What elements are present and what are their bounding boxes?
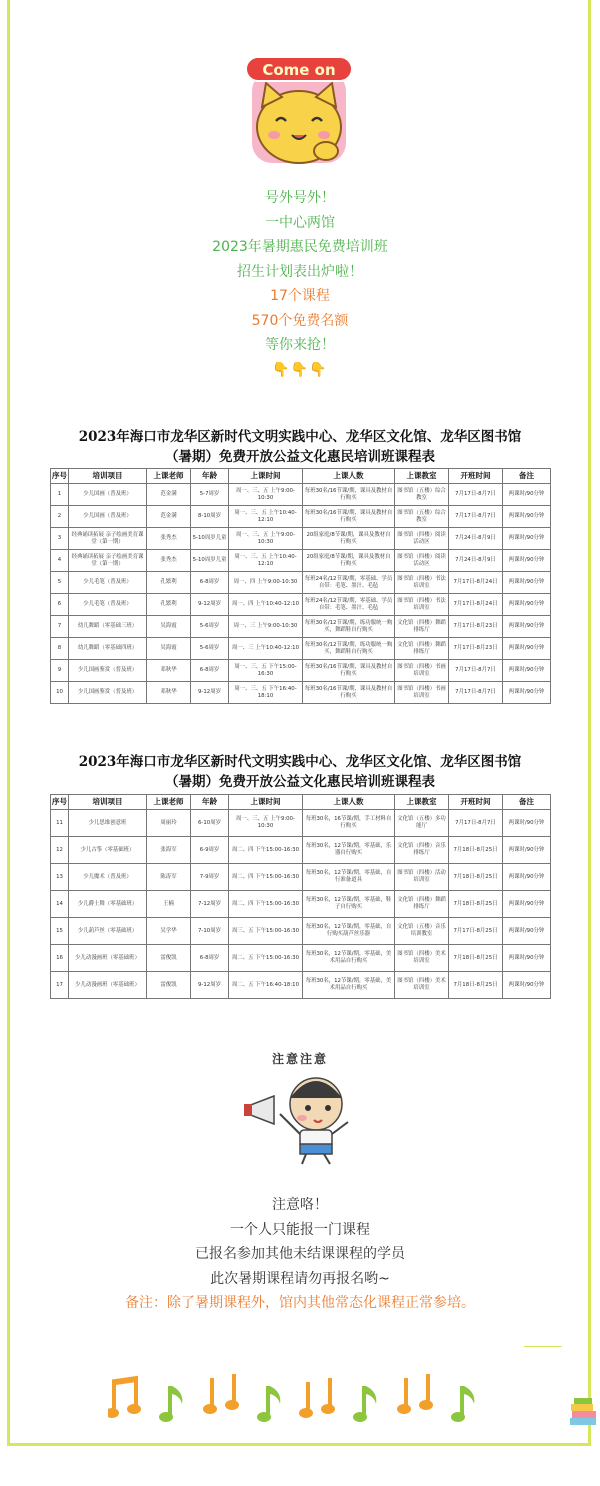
table-cell: 周一、三、五 上午10:40-12:10 (229, 550, 303, 572)
megaphone-boy-icon (244, 1066, 364, 1166)
come-on-text: Come on (262, 61, 336, 79)
table-cell: 每班30名，12节课/期，零基础，自行准备道具 (303, 864, 395, 891)
table-cell: 少儿古筝（零基础班） (69, 837, 147, 864)
table-cell: 7-12周岁 (191, 891, 229, 918)
table-cell: 图书馆（四楼）活动培训室 (395, 864, 449, 891)
notice-line3: 已报名参加其他未结课课程的学员 (195, 1246, 405, 1262)
pointing-down-icons: 👇👇👇 (272, 361, 328, 378)
table-cell: 少儿动漫画班（零基础班） (69, 972, 147, 999)
table-cell: 6-10周岁 (191, 810, 229, 837)
table-cell: 5-7周岁 (191, 484, 229, 506)
table-cell: 20组家庭/8节课/期，课具及教材自行购买 (303, 550, 395, 572)
course-table-1 (50, 468, 551, 704)
table-cell: 文化馆（四楼）舞蹈排练厅 (395, 616, 449, 638)
table-cell: 9 (51, 660, 69, 682)
table-cell: 周二、五 下午16:40-18:10 (229, 972, 303, 999)
table-cell: 15 (51, 918, 69, 945)
table-cell: 7月17日-8月7日 (449, 810, 503, 837)
table-cell: 7月18日-8月25日 (449, 864, 503, 891)
table-cell: 7月17日-8月23日 (449, 616, 503, 638)
table-row (51, 660, 551, 682)
table-cell: 两课时/90分钟 (503, 484, 551, 506)
table-cell: 两课时/90分钟 (503, 594, 551, 616)
table-cell: 周一、三 上午10:40-12:10 (229, 638, 303, 660)
table1-title (30, 427, 570, 467)
column-header: 序号 (51, 469, 69, 484)
table-cell: 两课时/90分钟 (503, 891, 551, 918)
table-cell: 范金满 (147, 484, 191, 506)
table-row (51, 972, 551, 999)
table-cell: 7月17日-8月7日 (449, 506, 503, 528)
column-header: 开班时间 (449, 469, 503, 484)
table-row (51, 484, 551, 506)
table-cell: 9-12周岁 (191, 594, 229, 616)
table-row (51, 837, 551, 864)
table-cell: 少儿国画（普及班） (69, 506, 147, 528)
table-cell: 7月24日-8月9日 (449, 528, 503, 550)
column-header: 备注 (503, 795, 551, 810)
table-cell: 周一、三、五 上午9:00-10:30 (229, 810, 303, 837)
table-cell: 2 (51, 506, 69, 528)
table-cell: 图书馆（五楼）综合教室 (395, 506, 449, 528)
table-cell: 吴学华 (147, 918, 191, 945)
table-cell: 7月17日-8月23日 (449, 638, 503, 660)
table-cell: 周丽玲 (147, 810, 191, 837)
table-cell: 图书馆（四楼）书法培训室 (395, 572, 449, 594)
table-cell: 文化馆（四楼）音乐排练厅 (395, 837, 449, 864)
table-cell: 6-9周岁 (191, 837, 229, 864)
music-note-icon (159, 1386, 182, 1422)
music-note-icon (108, 1376, 141, 1418)
column-header: 备注 (503, 469, 551, 484)
table-cell: 周一、四 上午9:00-10:30 (229, 572, 303, 594)
table-cell: 王楠 (147, 891, 191, 918)
table-cell: 7-9周岁 (191, 864, 229, 891)
announce-line: 号外号外！ (265, 190, 335, 206)
table-cell: 孔繁利 (147, 572, 191, 594)
table-cell: 幼儿舞蹈（零基础三班） (69, 616, 147, 638)
table-cell: 6-8周岁 (191, 572, 229, 594)
table-cell: 每班30名/16节课/期，课具及教材自行购买 (303, 484, 395, 506)
table-cell: 图书馆（四楼）阅读活动区 (395, 528, 449, 550)
table-cell: 少儿爵士舞（零基础班） (69, 891, 147, 918)
table-cell: 7-10周岁 (191, 918, 229, 945)
table-cell: 7 (51, 616, 69, 638)
table-cell: 两课时/90分钟 (503, 572, 551, 594)
table-cell: 每班24名/12节课/期，零基础、学员自带：毛笔、墨汁、毛毡 (303, 594, 395, 616)
table-cell: 周一、三、五 下午15:00-16:30 (229, 660, 303, 682)
table-cell: 少儿葫芦丝（零基础班） (69, 918, 147, 945)
table1-title-line1: 2023年海口市龙华区新时代文明实践中心、龙华区文化馆、龙华区图书馆 (78, 429, 522, 445)
table-cell: 两课时/90分钟 (503, 660, 551, 682)
table-cell: 周二、四 下午15:00-16:30 (229, 837, 303, 864)
column-header: 上课老师 (147, 795, 191, 810)
table-cell: 两课时/90分钟 (503, 550, 551, 572)
course-table-2 (50, 794, 551, 999)
table-cell: 文化馆（五楼）音乐培训教室 (395, 918, 449, 945)
table-cell: 图书馆（四楼）书画培训室 (395, 682, 449, 704)
column-header: 培训项目 (69, 469, 147, 484)
table-cell: 少儿毛笔（普及班） (69, 594, 147, 616)
table-cell: 孔繁利 (147, 594, 191, 616)
table-cell: 每班30名，12节课/期，零基础，自行购买葫芦丝乐器 (303, 918, 395, 945)
column-header: 上课教室 (395, 795, 449, 810)
table-cell: 文化馆（五楼）多功能厅 (395, 810, 449, 837)
table-cell: 文化馆（四楼）舞蹈排练厅 (395, 638, 449, 660)
table-cell: 经典诵读拓展 亲子绘画美育课堂（第一期） (69, 528, 147, 550)
table-cell: 每班30名/12节课/期，练功服统一购买，舞蹈鞋自行购买 (303, 638, 395, 660)
table-cell: 每班30名/16节课/期，课具及教材自行购买 (303, 682, 395, 704)
table-cell: 两课时/90分钟 (503, 972, 551, 999)
table-row (51, 616, 551, 638)
table-cell: 两课时/90分钟 (503, 528, 551, 550)
table-row (51, 864, 551, 891)
column-header: 上课老师 (147, 469, 191, 484)
table-cell: 每班30名，12节课/期，零基础，乐器自行购买 (303, 837, 395, 864)
notice-remark: 备注：除了暑期课程外，馆内其他常态化课程正常参培。 (125, 1295, 475, 1311)
table-cell: 周一、三、五 下午16:40-18:10 (229, 682, 303, 704)
table-row (51, 506, 551, 528)
announce-line-quota: 570个免费名额 (251, 312, 349, 329)
table-cell: 周二、四 下午15:00-16:30 (229, 891, 303, 918)
table-cell: 周一、三、五 上午10:40-12:10 (229, 506, 303, 528)
divider-line (524, 1346, 562, 1347)
table-cell: 17 (51, 972, 69, 999)
table-cell: 周三、五 下午15:00-16:30 (229, 918, 303, 945)
table-row (51, 594, 551, 616)
music-note-icon (257, 1386, 280, 1422)
table-cell: 5 (51, 572, 69, 594)
table-cell: 邓秋华 (147, 660, 191, 682)
come-on-cat-sticker (244, 55, 354, 167)
table-row (51, 682, 551, 704)
table-cell: 两课时/90分钟 (503, 945, 551, 972)
table-cell: 5-6周岁 (191, 638, 229, 660)
table-cell: 1 (51, 484, 69, 506)
table-cell: 两课时/90分钟 (503, 638, 551, 660)
table-cell: 雷俊凯 (147, 972, 191, 999)
table-cell: 图书馆（四楼）书法培训室 (395, 594, 449, 616)
table-cell: 9-12周岁 (191, 682, 229, 704)
table-row (51, 918, 551, 945)
table-cell: 每班30名，12节课/期，零基础，美术用品自行购买 (303, 972, 395, 999)
table-cell: 7月18日-8月25日 (449, 945, 503, 972)
table-cell: 7月17日-8月25日 (449, 918, 503, 945)
table-cell: 周一、四 上午10:40-12:10 (229, 594, 303, 616)
announce-line: 招生计划表出炉啦！ (237, 263, 363, 280)
column-header: 上课人数 (303, 469, 395, 484)
music-note-icon (299, 1368, 335, 1418)
table-cell: 少儿思维创意班 (69, 810, 147, 837)
announce-line: 一中心两馆 (265, 214, 335, 231)
table-row (51, 638, 551, 660)
table-cell: 少儿魔术（普及班） (69, 864, 147, 891)
table-cell: 两课时/90分钟 (503, 810, 551, 837)
notice-line4: 此次暑期课程请勿再报名哟~ (210, 1270, 390, 1287)
table-cell: 文化馆（四楼）舞蹈排练厅 (395, 891, 449, 918)
table-cell: 图书馆（四楼）美术培训室 (395, 945, 449, 972)
books-icon (568, 1396, 598, 1428)
notice-line1: 注意咯！ (272, 1197, 328, 1213)
table-cell: 7月17日-8月24日 (449, 572, 503, 594)
table2-title-line1: 2023年海口市龙华区新时代文明实践中心、龙华区文化馆、龙华区图书馆 (78, 754, 522, 770)
notice-heading: 注意注意 (271, 1052, 328, 1066)
table-cell: 8 (51, 638, 69, 660)
table-cell: 5-6周岁 (191, 616, 229, 638)
table-cell: 邓秋华 (147, 682, 191, 704)
table-row (51, 810, 551, 837)
table1-title-line2: （暑期）免费开放公益文化惠民培训班课程表 (165, 449, 435, 465)
table-cell: 6 (51, 594, 69, 616)
table-cell: 每班30名/12节课/期，练功服统一购买，舞蹈鞋自行购买 (303, 616, 395, 638)
table-cell: 周一、三、五 上午9:00-10:30 (229, 528, 303, 550)
table-cell: 两课时/90分钟 (503, 616, 551, 638)
table-cell: 8-10周岁 (191, 506, 229, 528)
announce-line-end: 等你来抢！ (265, 337, 335, 353)
table-cell: 每班30名/16节课/期，课具及教材自行购买 (303, 506, 395, 528)
table-cell: 7月17日-8月7日 (449, 484, 503, 506)
table-cell: 7月17日-8月24日 (449, 594, 503, 616)
table-cell: 9-12周岁 (191, 972, 229, 999)
table-cell: 陈涛军 (147, 864, 191, 891)
table-cell: 少儿国画鉴赏（普及班） (69, 682, 147, 704)
table-cell: 7月24日-8月9日 (449, 550, 503, 572)
table-cell: 3 (51, 528, 69, 550)
table-cell: 周二、五 下午15:00-16:30 (229, 945, 303, 972)
table-cell: 5-10周岁儿童 (191, 550, 229, 572)
table-row (51, 945, 551, 972)
table-cell: 每班30名，12节课/期，零基础，鞋子自行购买 (303, 891, 395, 918)
music-note-icon (451, 1386, 474, 1422)
table2-title-line2: （暑期）免费开放公益文化惠民培训班课程表 (165, 774, 435, 790)
column-header: 上课教室 (395, 469, 449, 484)
table-cell: 图书馆（四楼）美术培训室 (395, 972, 449, 999)
table-cell: 少儿国画（普及班） (69, 484, 147, 506)
table-cell: 6-8周岁 (191, 945, 229, 972)
column-header: 年龄 (191, 795, 229, 810)
table-cell: 12 (51, 837, 69, 864)
table-cell: 张秀杰 (147, 550, 191, 572)
music-notes-decoration (108, 1368, 498, 1428)
table-cell: 7月17日-8月7日 (449, 660, 503, 682)
table-cell: 周二、四 下午15:00-16:30 (229, 864, 303, 891)
table-cell: 雷俊凯 (147, 945, 191, 972)
table-cell: 每班30名/16节课/期，课具及教材自行购买 (303, 660, 395, 682)
table-cell: 经典诵读拓展 亲子绘画美育课堂（第一期） (69, 550, 147, 572)
table-cell: 少儿国画鉴赏（普及班） (69, 660, 147, 682)
table-cell: 6-8周岁 (191, 660, 229, 682)
table-cell: 11 (51, 810, 69, 837)
column-header: 年龄 (191, 469, 229, 484)
table-cell: 周一、三、五 上午9:00-10:30 (229, 484, 303, 506)
table-cell: 周一、三 上午9:00-10:30 (229, 616, 303, 638)
table-cell: 两课时/90分钟 (503, 682, 551, 704)
table-cell: 两课时/90分钟 (503, 918, 551, 945)
music-note-icon (397, 1368, 433, 1414)
column-header: 上课人数 (303, 795, 395, 810)
table-cell: 7月18日-8月25日 (449, 837, 503, 864)
table-header-row (51, 469, 551, 484)
table-cell: 幼儿舞蹈（零基础四班） (69, 638, 147, 660)
table-cell: 每班30名，16节课/期，手工材料自行购买 (303, 810, 395, 837)
announce-line-courses: 17个课程 (270, 288, 330, 304)
table2-title (30, 752, 570, 792)
column-header: 上课时间 (229, 469, 303, 484)
table-cell: 4 (51, 550, 69, 572)
column-header: 开班时间 (449, 795, 503, 810)
table-header-row (51, 795, 551, 810)
table-cell: 图书馆（五楼）综合教室 (395, 484, 449, 506)
table-cell: 16 (51, 945, 69, 972)
notice-text (0, 1193, 600, 1316)
music-note-icon (203, 1368, 239, 1414)
table-cell: 两课时/90分钟 (503, 506, 551, 528)
table-row (51, 572, 551, 594)
music-note-icon (353, 1386, 376, 1422)
table-row (51, 891, 551, 918)
table-row (51, 550, 551, 572)
table-cell: 张海军 (147, 837, 191, 864)
table-cell: 14 (51, 891, 69, 918)
column-header: 序号 (51, 795, 69, 810)
table-cell: 少儿毛笔（普及班） (69, 572, 147, 594)
table-cell: 吴海霞 (147, 638, 191, 660)
table-cell: 每班24名/12节课/期，零基础、学员自带：毛笔、墨汁、毛毡 (303, 572, 395, 594)
table-row (51, 528, 551, 550)
table-cell: 少儿动漫画班（零基础班） (69, 945, 147, 972)
table-cell: 吴海霞 (147, 616, 191, 638)
table-cell: 20组家庭/8节课/期，课具及教材自行购买 (303, 528, 395, 550)
notice-line2: 一个人只能报一门课程 (230, 1221, 370, 1238)
table-cell: 5-10周岁儿童 (191, 528, 229, 550)
announce-line: 2023年暑期惠民免费培训班 (212, 239, 388, 255)
table-cell: 7月17日-8月7日 (449, 682, 503, 704)
announcement (0, 186, 600, 382)
table-cell: 范金满 (147, 506, 191, 528)
column-header: 上课时间 (229, 795, 303, 810)
table-cell: 图书馆（四楼）书画培训室 (395, 660, 449, 682)
table-cell: 两课时/90分钟 (503, 837, 551, 864)
table-cell: 7月18日-8月25日 (449, 972, 503, 999)
table-cell: 7月18日-8月25日 (449, 891, 503, 918)
table-cell: 13 (51, 864, 69, 891)
table-cell: 10 (51, 682, 69, 704)
table-cell: 张秀杰 (147, 528, 191, 550)
table-cell: 图书馆（四楼）阅读活动区 (395, 550, 449, 572)
table-cell: 每班30名，12节课/期，零基础，美术用品自行购买 (303, 945, 395, 972)
table-cell: 两课时/90分钟 (503, 864, 551, 891)
column-header: 培训项目 (69, 795, 147, 810)
